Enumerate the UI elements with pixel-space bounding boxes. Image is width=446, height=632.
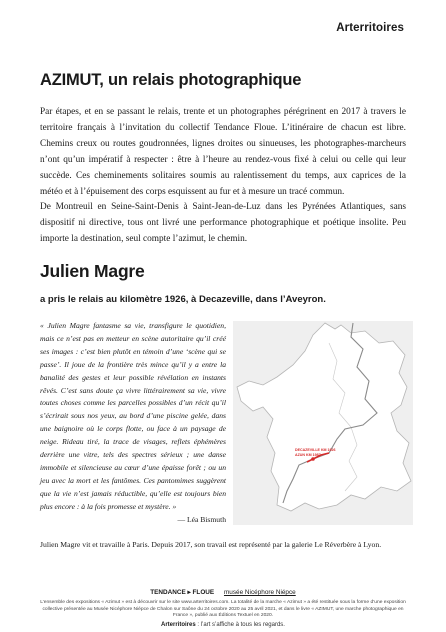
quote-block — [40, 320, 226, 527]
intro-text — [40, 105, 406, 248]
quote-author-name: Léa Bismuth — [186, 514, 226, 524]
section-title: AZIMUT, un relais photographique — [40, 71, 302, 89]
map-label-end: AZUN KM 1987 — [295, 453, 321, 457]
musee-niepce-logo: musée Nicéphore Niépce — [223, 589, 296, 596]
map-label-start: DECAZEVILLE KM 1926 — [295, 448, 336, 452]
photographer-name: Julien Magre — [40, 261, 145, 281]
footer-brand: Arterritoires — [161, 622, 196, 628]
partner-logos — [0, 588, 446, 596]
credits-paragraph: L’ensemble des expositions « Azimut » est à découvrir sur le site www.arterritoires.com. La totalité de la marche « Azimut » a été restituée sous la forme d’une exposition collective présentée au Musée Nicéphore Niépce de Chalon sur Saône du 24 octobre 2020 au 25 avril 2021, et dans le livre « AZIMUT, une marche photographique en France », publié aux Éditions Textuel en 2020. — [40, 600, 406, 619]
route-map — [233, 321, 413, 525]
intro-paragraph: De Montreuil en Seine-Saint-Denis à Saint-Jean-de-Luz dans les Pyrénées Atlantiques, sans dispositif ni directive, tous ont livré une performance photographique et poétique insolite. Peu importe la destination, seul compte l’azimut, le chemin. — [40, 202, 406, 245]
footer — [0, 622, 446, 628]
footer-tagline: : l’art s’affiche à tous les regards. — [195, 622, 285, 628]
quote-author: — Léa Bismuth — [177, 514, 226, 524]
photographer-bio: Julien Magre vit et travaille à Paris. Depuis 2017, son travail est représenté par la galerie Le Réverbère à Lyon. — [40, 540, 382, 549]
france-route-map — [233, 321, 413, 525]
intro-paragraph: Par étapes, et en se passant le relais, trente et un photographes pérégrinent en 2017 à travers le territoire français à l’invitation du collectif Tendance Floue. L’itinéraire de chacun est libre. Chemins creux ou routes goudronnées, lignes droites ou sinueuses, les photographes-marcheurs n’ont qu’un impératif à respecter : être à l’heure au rendez-vous fixé à celui ou celle qui leur succède. Ces cheminements solitaires soumis au ralentissement du temps, aux caprices de la météo et à l’épuisement des corps esquissent au fur et à mesure un tracé commun. — [40, 107, 406, 197]
photographer-subtitle: a pris le relais au kilomètre 1926, à Decazeville, dans l’Aveyron. — [40, 294, 326, 305]
quote-text: « Julien Magre fantasme sa vie, transfigure le quotidien, mais ce n’est pas en metteur en scène autoritaire qu’il créé ses images : c’est bien plutôt en témoin d’une ‘scène qui se passe’. Il joue de la frontière très mince qu’il y a entre la banalité des gestes et leur possible révélation en instants rêvés. C’est sans doute ça vivre littérairement sa vie, vivre toutes choses comme les parcelles possibles d’un récit qu’il s’écrirait sous nos yeux, au bord d’une piscine gelée, dans une baignoire où le corps flotte, ou face à un paysage de neige. Rideau tiré, la trace de visages, reflets éphémères derrière une vitre, tels des spectres sérieux ; une danse immobile et silencieuse au cœur d’une épaisse forêt ; ou un jeu avec la mort et les fantômes. Ces pantomimes suggèrent que la vie n’est jamais réductible, qu’elle est toujours bien plus encore : à la fois promesse et mystère. » — [40, 321, 226, 511]
brand-logo: Arterritoires — [336, 22, 404, 34]
tendance-floue-logo: TENDANCE ▸ FLOUE — [150, 589, 215, 596]
credits-text — [40, 600, 406, 620]
